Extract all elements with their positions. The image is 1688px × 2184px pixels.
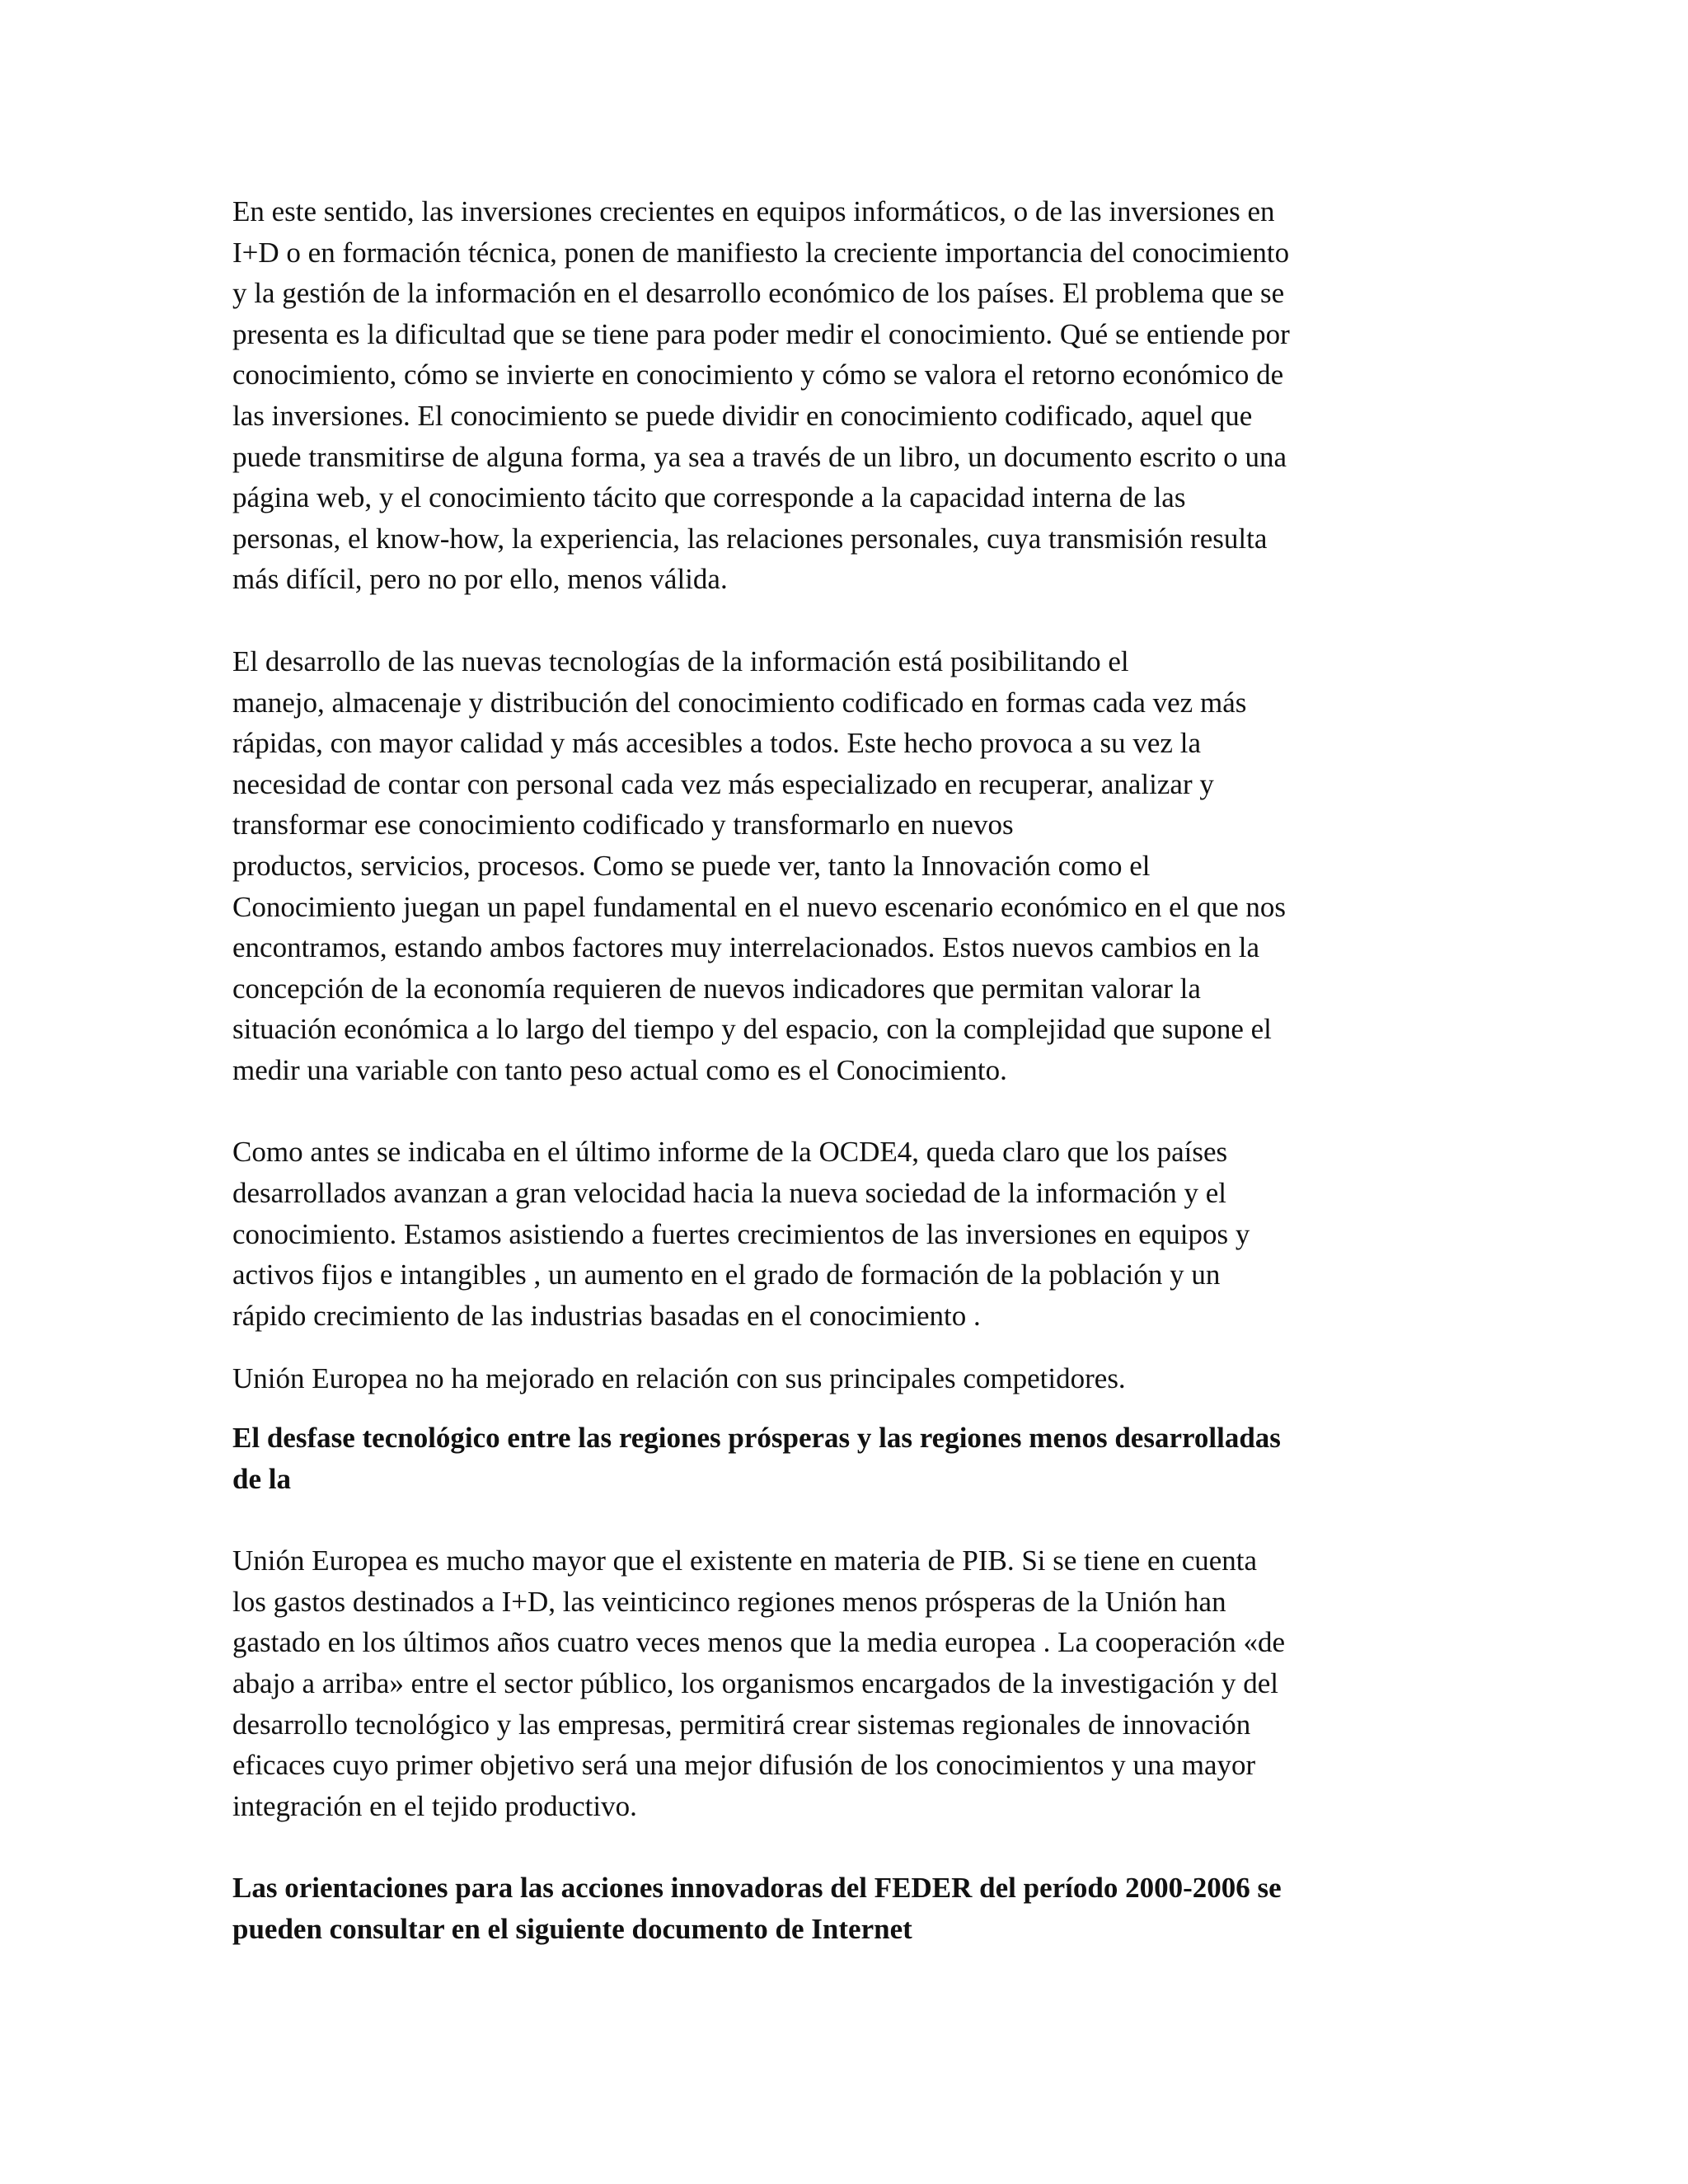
text-line: Como antes se indicaba en el último informe de la OCDE4, queda claro que los países [232, 1136, 1228, 1169]
text-line: los gastos destinados a I+D, las veinticinco regiones menos prósperas de la Unión han [232, 1585, 1226, 1618]
text-line: personas, el know-how, la experiencia, las relaciones personales, cuya transmisión resulta [232, 522, 1268, 555]
paragraph-ocde-report [232, 1132, 1444, 1336]
heading-line: Las orientaciones para las acciones innovadoras del FEDER del período 2000-2006 se [232, 1872, 1282, 1905]
text-line: las inversiones. El conocimiento se puede dividir en conocimiento codificado, aquel que [232, 399, 1253, 432]
text-line: situación económica a lo largo del tiempo y del espacio, con la complejidad que supone el [232, 1013, 1272, 1046]
text-line: Unión Europea es mucho mayor que el existente en materia de PIB. Si se tiene en cuenta [232, 1544, 1258, 1577]
text-line: El desarrollo de las nuevas tecnologías de la información está posibilitando el [232, 644, 1129, 677]
paragraph-spacer [232, 1499, 1444, 1540]
text-line: presenta es la dificultad que se tiene para poder medir el conocimiento. Qué se entiende por [232, 317, 1290, 350]
text-line: manejo, almacenaje y distribución del conocimiento codificado en formas cada vez más [232, 686, 1247, 719]
paragraph-eu-competitors [232, 1358, 1444, 1399]
text-line: página web, y el conocimiento tácito que corresponde a la capacidad interna de las [232, 481, 1186, 514]
text-line: eficaces cuyo primer objetivo será una mejor difusión de los conocimientos y una mayor [232, 1749, 1256, 1782]
text-line: desarrollados avanzan a gran velocidad hacia la nueva sociedad de la información y el [232, 1177, 1226, 1210]
text-line: desarrollo tecnológico y las empresas, permitirá crear sistemas regionales de innovación [232, 1708, 1251, 1741]
text-line: transformar ese conocimiento codificado y transformarlo en nuevos [232, 808, 1014, 841]
text-line: encontramos, estando ambos factores muy interrelacionados. Estos nuevos cambios en la [232, 931, 1260, 964]
text-line: rápidas, con mayor calidad y más accesibles a todos. Este hecho provoca a su vez la [232, 727, 1201, 760]
paragraph-spacer [232, 1336, 1444, 1358]
text-line: I+D o en formación técnica, ponen de manifiesto la creciente importancia del conocimiento [232, 236, 1290, 269]
text-line: activos fijos e intangibles , un aumento en el grado de formación de la población y un [232, 1258, 1221, 1291]
text-line: conocimiento. Estamos asistiendo a fuertes crecimientos de las inversiones en equipos y [232, 1217, 1250, 1250]
text-line: puede transmitirse de alguna forma, ya sea a través de un libro, un documento escrito o una [232, 440, 1287, 473]
paragraph-spacer [232, 600, 1444, 641]
heading-line: pueden consultar en el siguiente documento de Internet [232, 1912, 912, 1945]
paragraph-eu-regions [232, 1540, 1444, 1826]
text-line: Unión Europea no ha mejorado en relación con sus principales competidores. [232, 1362, 1126, 1395]
paragraph-knowledge-investment [232, 191, 1444, 600]
text-line: integración en el tejido productivo. [232, 1789, 637, 1822]
text-line: y la gestión de la información en el desarrollo económico de los países. El problema que se [232, 277, 1285, 310]
heading-feder-orientations [232, 1868, 1444, 1949]
text-line: rápido crecimiento de las industrias basadas en el conocimiento . [232, 1299, 981, 1332]
text-line: productos, servicios, procesos. Como se puede ver, tanto la Innovación como el [232, 849, 1151, 882]
text-line: más difícil, pero no por ello, menos válida. [232, 563, 728, 596]
document-page [232, 191, 1444, 1950]
text-line: concepción de la economía requieren de nuevos indicadores que permitan valorar la [232, 972, 1201, 1005]
text-line: abajo a arriba» entre el sector público, los organismos encargados de la investigación y del [232, 1667, 1278, 1699]
heading-line: El desfase tecnológico entre las regiones prósperas y las regiones menos desarrolladas [232, 1422, 1281, 1455]
text-line: gastado en los últimos años cuatro veces menos que la media europea . La cooperación «de [232, 1626, 1286, 1659]
text-line: medir una variable con tanto peso actual como es el Conocimiento. [232, 1053, 1007, 1086]
heading-technology-gap [232, 1418, 1444, 1499]
paragraph-spacer [232, 1090, 1444, 1132]
text-line: necesidad de contar con personal cada vez más especializado en recuperar, analizar y [232, 767, 1214, 800]
text-line: En este sentido, las inversiones crecientes en equipos informáticos, o de las inversiones en [232, 195, 1275, 227]
heading-line: de la [232, 1462, 291, 1495]
text-line: conocimiento, cómo se invierte en conocimiento y cómo se valora el retorno económico de [232, 359, 1284, 391]
paragraph-spacer [232, 1826, 1444, 1868]
paragraph-spacer [232, 1399, 1444, 1418]
paragraph-new-technologies [232, 641, 1444, 1091]
text-line: Conocimiento juegan un papel fundamental en el nuevo escenario económico en el que nos [232, 890, 1287, 923]
